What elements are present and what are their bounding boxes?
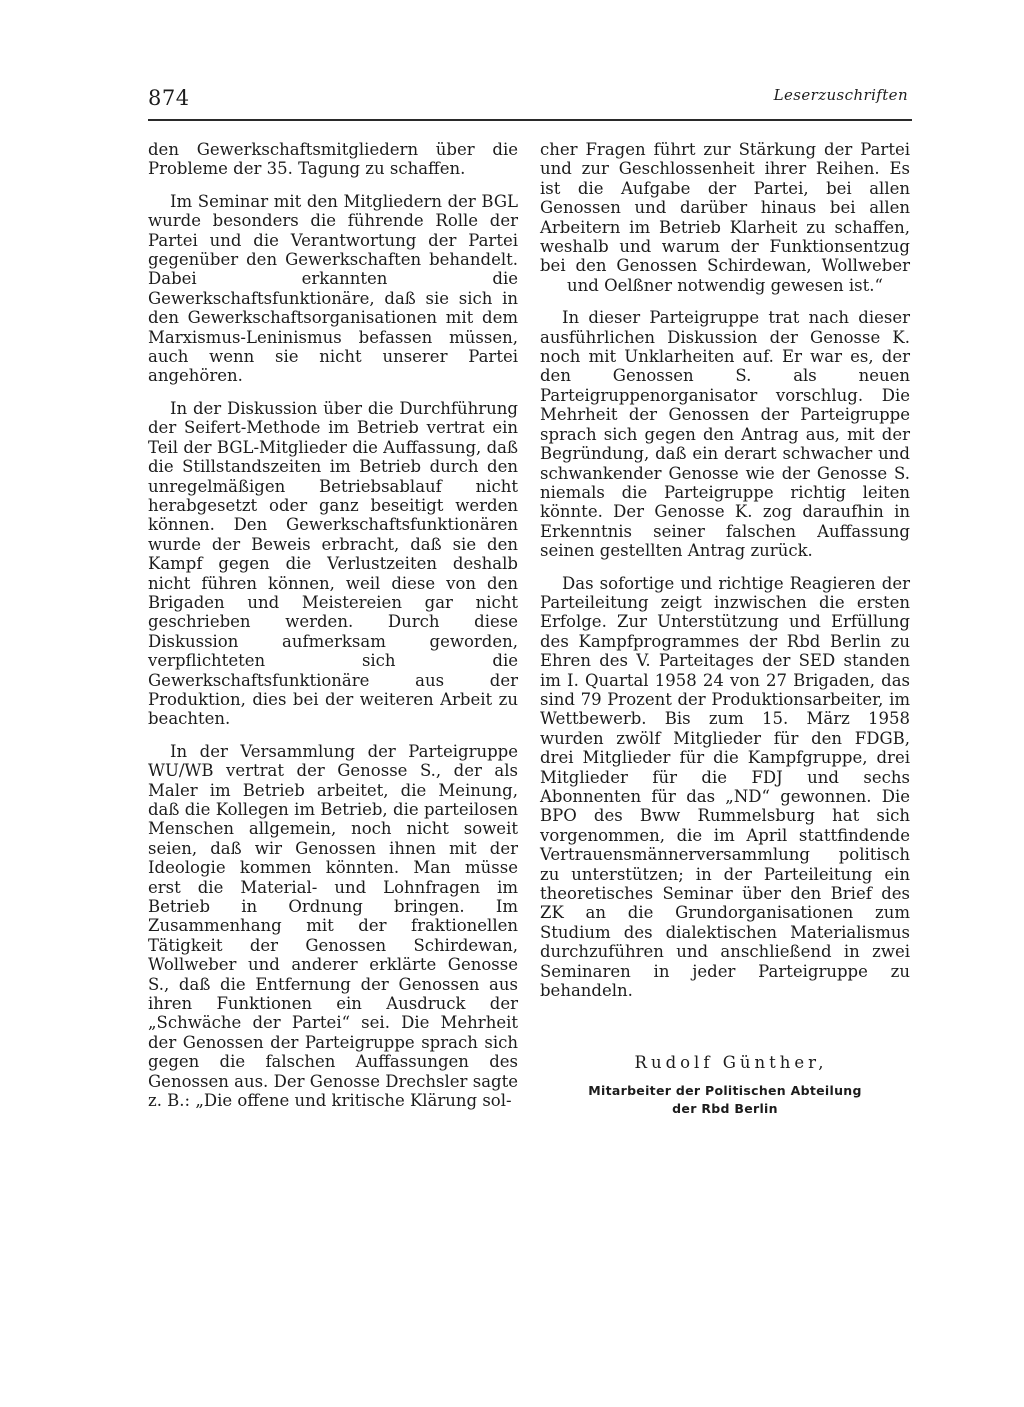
paragraph: Im Seminar mit den Mitgliedern der BGL wurde besonders die führende Rolle der Partei und die Verantwortung der Partei gegenüber den Gewerkschaften behandelt. Dabei erkannten die Gewerkschaftsfunktionäre, daß sie sich in den Gewerkschaftsorganisationen mit dem Marxismus-Leninismus befassen müssen, auch wenn sie nicht unserer Partei angehören. bbox=[148, 191, 518, 386]
paragraph: cher Fragen führt zur Stärkung der Partei und zur Geschlossenheit ihrer Reihen. Es ist die Aufgabe der Partei, bei allen Genossen und darüber hinaus bei allen Arbeitern im Betrieb Klarheit zu schaffen, weshalb und warum der Funktionsentzug bei den Genossen Schirdewan, Wollweber und Oelßner notwendig gewesen ist.“ bbox=[540, 140, 910, 295]
paragraph: In der Versammlung der Parteigruppe WU/WB vertrat der Genosse S., der als Maler im Betrieb arbeitet, die Meinung, daß die Kollegen im Betrieb, die parteilosen Menschen allgemein, noch nicht soweit seien, daß wir Genossen ihnen mit der Ideologie kommen könnten. Man müsse erst die Material- und Lohnfragen im Betrieb in Ordnung bringen. Im Zusammenhang mit der fraktionellen Tätigkeit der Genossen Schirdewan, Wollweber und anderer erklärte Genosse S., daß die Entfernung der Genossen aus ihren Funktionen ein Ausdruck der „Schwäche der Partei“ sei. Die Mehrheit der Genossen der Parteigruppe sprach sich gegen die falschen Auffassungen des Genossen aus. Der Genosse Drechsler sagte z. B.: „Die offene und kritische Klärung sol- bbox=[148, 741, 518, 1111]
author-role-line: Mitarbeiter der Politischen Abteilung bbox=[588, 1083, 862, 1098]
paragraph: den Gewerkschaftsmitgliedern über die Probleme der 35. Tagung zu schaffen. bbox=[148, 140, 518, 179]
author-role bbox=[540, 1082, 910, 1118]
running-head: Leserzuschriften bbox=[773, 86, 908, 104]
header-divider bbox=[148, 119, 912, 121]
signature-block bbox=[540, 1053, 910, 1118]
page-header bbox=[148, 86, 908, 116]
author-name: Rudolf Günther, bbox=[634, 1053, 828, 1072]
author-role-line: der Rbd Berlin bbox=[672, 1101, 778, 1116]
left-column bbox=[148, 140, 518, 1124]
page-number: 874 bbox=[148, 86, 190, 110]
right-column bbox=[540, 140, 910, 1013]
paragraph: Das sofortige und richtige Reagieren der Parteileitung zeigt inzwischen die ersten Erfolge. Zur Unterstützung und Erfüllung des Kampfprogrammes der Rbd Berlin zu Ehren des V. Parteitages der SED standen im I. Quartal 1958 24 von 27 Brigaden, das sind 79 Prozent der Produktionsarbeiter, im Wettbewerb. Bis zum 15. März 1958 wurden zwölf Mitglieder für den FDGB, drei Mitglieder für die Kampfgruppe, drei Mitglieder für die FDJ und sechs Abonnenten für das „ND“ gewonnen. Die BPO des Bww Rummelsburg hat sich vorgenommen, die im April stattfindende Vertrauensmännerversammlung politisch zu unterstützen; in der Parteileitung ein theoretisches Seminar über den Brief des ZK an die Grundorganisationen zum Studium des dialektischen Materialismus durchzuführen und anschließend in zwei Seminaren in jeder Parteigruppe zu behandeln. bbox=[540, 573, 910, 1001]
paragraph: In der Diskussion über die Durchführung der Seifert-Methode im Betrieb vertrat ein Teil der BGL-Mitglieder die Auffassung, daß die Stillstandszeiten im Betrieb durch den unregelmäßigen Betriebsablauf nicht herabgesetzt oder ganz beseitigt werden können. Den Gewerkschaftsfunktionären wurde der Beweis erbracht, daß sie den Kampf gegen die Verlustzeiten deshalb nicht führen können, weil diese von den Brigaden und Meistereien gar nicht geschrieben werden. Durch diese Diskussion aufmerksam geworden, verpflichteten sich die Gewerkschaftsfunktionäre aus der Produktion, dies bei der weiteren Arbeit zu beachten. bbox=[148, 398, 518, 729]
paragraph: In dieser Parteigruppe trat nach dieser ausführlichen Diskussion der Genosse K. noch mit Unklarheiten auf. Er war es, der den Genossen S. als neuen Parteigruppenorganisator vorschlug. Die Mehrheit der Genossen der Parteigruppe sprach sich gegen den Antrag aus, mit der Begründung, daß ein derart schwacher und schwankender Genosse wie der Genosse S. niemals die Parteigruppe richtig leiten könnte. Der Genosse K. zog daraufhin in Erkenntnis seiner falschen Auffassung seinen gestellten Antrag zurück. bbox=[540, 308, 910, 561]
